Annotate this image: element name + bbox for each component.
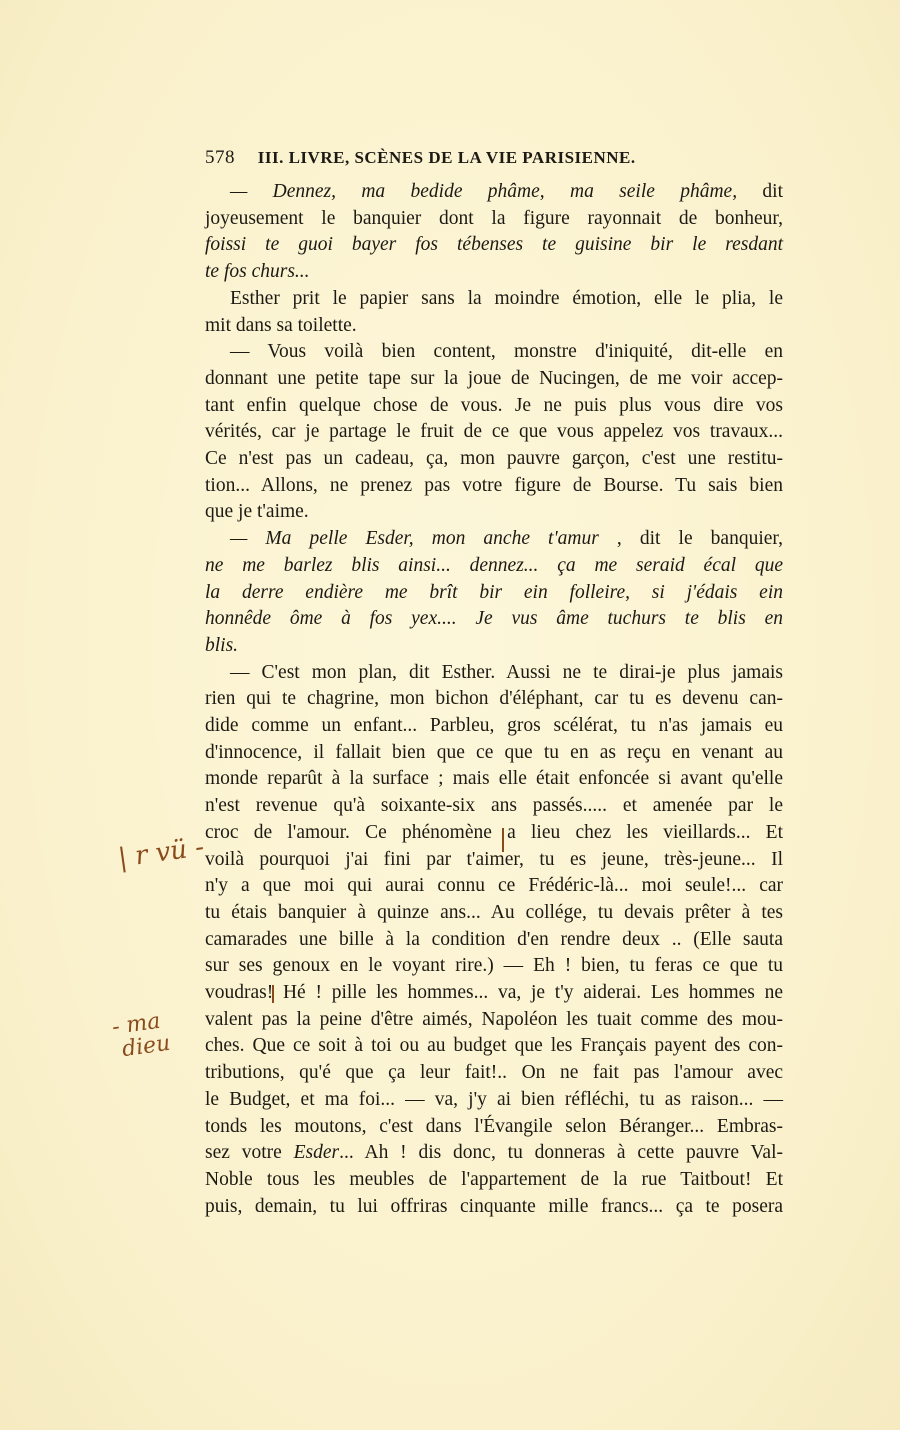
text-line <box>205 928 783 952</box>
text: Esther prit le papier sans la moindre émotion, elle le plia, le <box>230 287 783 309</box>
text: joyeusement le banquier dont la figure rayonnait de bonheur, <box>205 207 783 229</box>
text-line <box>230 180 783 204</box>
text: monde reparût à la surface ; mais elle était enfoncée si avant qu'elle <box>205 768 783 790</box>
text-line <box>205 687 783 711</box>
text-line <box>205 1168 783 1192</box>
text-line <box>205 581 783 605</box>
text-line <box>205 848 783 872</box>
text-line <box>205 367 783 391</box>
text-line <box>230 661 783 685</box>
text: donnant une petite tape sur la joue de Nucingen, de me voir accep- <box>205 367 783 389</box>
text-line <box>205 1115 783 1139</box>
text-line <box>205 233 783 257</box>
insertion-mark <box>502 828 504 852</box>
italic-text: honnêde ôme à fos yex.... Je vus âme tuchurs te blis en <box>205 608 783 630</box>
text-line <box>230 527 783 551</box>
running-header <box>205 147 783 169</box>
insertion-mark <box>272 985 274 1003</box>
text-line <box>205 821 783 845</box>
text-line <box>205 741 783 765</box>
text-line <box>205 634 783 658</box>
text: valent pas la peine d'être aimés, Napoléon les tuait comme des mou- <box>205 1008 783 1030</box>
text: le Budget, et ma foi... — va, j'y ai bien réfléchi, tu as raison... — <box>205 1088 783 1110</box>
italic-text: la derre endière me brît bir ein folleire, si j'édais ein <box>205 581 783 603</box>
text-line <box>205 1008 783 1032</box>
text: n'y a que moi qui aurai connu ce Frédéric-là... moi seule!... car <box>205 875 783 897</box>
text-line <box>205 1088 783 1112</box>
page-number: 578 <box>205 147 235 168</box>
running-title: III. LIVRE, SCÈNES DE LA VIE PARISIENNE. <box>257 148 636 167</box>
text: — Vous voilà bien content, monstre d'iniquité, dit-elle en <box>230 341 783 363</box>
text-line <box>230 287 783 311</box>
text: voudras! Hé ! pille les hommes... va, je t'y aiderai. Les hommes ne <box>205 982 783 1003</box>
text: ... Ah ! dis donc, tu donneras à cette pauvre Val- <box>339 1142 783 1164</box>
text-line <box>205 1034 783 1058</box>
text: Noble tous les meubles de l'appartement de la rue Taitbout! Et <box>205 1168 783 1190</box>
text: tion... Allons, ne prenez pas votre figure de Bourse. Tu sais bien <box>205 474 783 496</box>
text: tu étais banquier à quinze ans... Au collége, tu devais prêter à tes <box>205 901 783 923</box>
italic-text: — Dennez, ma bedide phâme, ma seile phâme, <box>230 181 738 202</box>
text-line <box>205 794 783 818</box>
text-line <box>205 554 783 578</box>
margin-annotation: - ma <box>110 1008 162 1041</box>
text-line <box>205 394 783 418</box>
text-line <box>205 260 783 284</box>
text: sur ses genoux en le voyant rire.) — Eh ! bien, tu feras ce que tu <box>205 955 783 977</box>
text: d'innocence, il fallait bien que ce que tu en as reçu en venant au <box>205 741 783 763</box>
text: vérités, car je partage le fruit de ce que vous appelez vos travaux... <box>205 421 783 443</box>
margin-annotation: | r vü - <box>116 832 206 874</box>
margin-annotation: dieu <box>120 1030 172 1063</box>
text: voilà pourquoi j'ai fini par t'aimer, tu es jeune, très-jeune... Il <box>205 848 783 870</box>
italic-text: ne me barlez blis ainsi... dennez... ça me seraid écal que <box>205 554 783 576</box>
text-line <box>205 1141 783 1165</box>
text: ches. Que ce soit à toi ou au budget que les Français payent des con- <box>205 1035 783 1057</box>
text: tonds les moutons, c'est dans l'Évangile selon Béranger... Embras- <box>205 1115 783 1137</box>
text: croc de l'amour. Ce phénomène a lieu chez les vieillards... Et <box>205 821 783 843</box>
text: rien qui te chagrine, mon bichon d'éléphant, car tu es devenu can- <box>205 688 783 710</box>
italic-text: te fos churs... <box>205 261 310 283</box>
text: puis, demain, tu lui offriras cinquante mille francs... ça te posera <box>205 1195 783 1217</box>
text-line <box>205 714 783 738</box>
text-line <box>205 500 783 524</box>
italic-text: Esder <box>293 1142 340 1164</box>
text-line <box>205 314 783 338</box>
text-line <box>230 340 783 364</box>
text: n'est revenue qu'à soixante-six ans passés..... et amenée par le <box>205 795 783 817</box>
text-line <box>205 901 783 925</box>
text-line <box>205 1061 783 1085</box>
italic-text: blis. <box>205 634 239 656</box>
text-line <box>205 474 783 498</box>
text: dit <box>737 181 784 202</box>
text-line <box>205 767 783 791</box>
italic-text: foissi te guoi bayer fos tébenses te guisine bir le resdant <box>205 234 783 256</box>
text-line <box>205 874 783 898</box>
text-line <box>205 981 783 1005</box>
text-line <box>205 1195 783 1219</box>
text-line <box>205 207 783 231</box>
text: que je t'aime. <box>205 501 309 523</box>
text: sez votre <box>205 1142 294 1164</box>
text: camarades une bille à la condition d'en rendre deux .. (Elle sauta <box>205 928 783 950</box>
text: — C'est mon plan, dit Esther. Aussi ne te dirai-je plus jamais <box>230 661 783 683</box>
text-line <box>205 447 783 471</box>
text: tant enfin quelque chose de vous. Je ne puis plus vous dire vos <box>205 394 783 416</box>
text: tributions, qu'é que ça leur fait!.. On ne fait pas l'amour avec <box>205 1062 783 1084</box>
text-line <box>205 607 783 631</box>
italic-text: — Ma pelle Esder, mon anche t'amur <box>230 528 599 550</box>
text: , dit le banquier, <box>598 528 783 550</box>
text-line <box>205 420 783 444</box>
text: Ce n'est pas un cadeau, ça, mon pauvre garçon, c'est une restitu- <box>205 448 783 469</box>
text: mit dans sa toilette. <box>205 314 357 336</box>
text: dide comme un enfant... Parbleu, gros scélérat, tu n'as jamais eu <box>205 715 783 736</box>
text-line <box>205 954 783 978</box>
